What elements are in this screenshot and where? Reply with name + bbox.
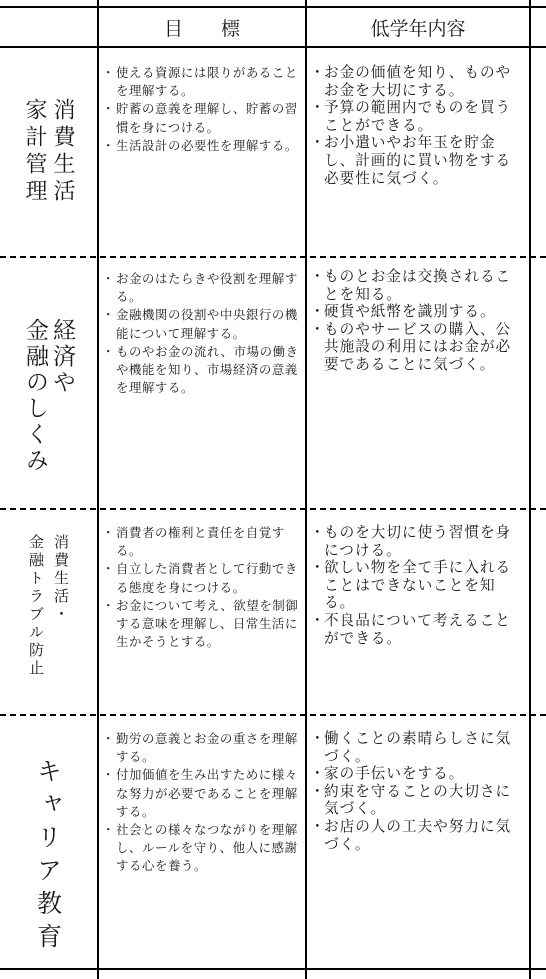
row-category <box>0 48 96 256</box>
header-category <box>0 8 97 46</box>
category-line: 消費生活・ <box>52 534 70 624</box>
list-item: ・ 付加価値を生み出すために様々な努力が必要であることを理解する。 <box>105 766 299 821</box>
lower-grade-cell <box>311 64 527 187</box>
list-item: ・ 生活設計の必要性を理解する。 <box>105 137 299 155</box>
row-category <box>0 716 96 968</box>
list-item: ・ お小遣いやお年玉を貯金し、計画的に買い物をする必要性に気づく。 <box>313 134 523 187</box>
list-item: ・ 不良品について考えることができる。 <box>313 612 523 647</box>
list-item: ・ 欲しい物を全て手に入れることはできないことを知る。 <box>313 559 523 612</box>
goals-cell <box>103 270 303 397</box>
list-item: ・ 硬貨や紙幣を識別する。 <box>313 303 523 321</box>
list-item: ・ 予算の範囲内でものを買うことができる。 <box>313 99 523 134</box>
category-line: 金融トラブル防止 <box>27 534 45 678</box>
category-line: 消費生活 <box>50 98 75 206</box>
header-lower-grade: 低学年内容 <box>370 17 466 40</box>
list-item: ・ お金のはたらきや役割を理解する。 <box>105 270 299 306</box>
goals-cell <box>103 64 303 155</box>
list-item: ・ ものやサービスの購入、公共施設の利用にはお金が必要であることに気づく。 <box>313 321 523 374</box>
category-line: 金融のしくみ <box>22 318 48 474</box>
list-item: ・ お金について考え、欲望を制御する意味を理解し、日常生活に生かそうとする。 <box>105 597 299 652</box>
list-item: ・ ものを大切に使う習慣を身につける。 <box>313 524 523 559</box>
category-line: 経済や <box>49 318 75 396</box>
column-divider <box>305 0 307 979</box>
lower-grade-cell <box>311 524 527 647</box>
list-item: ・ 使える資源には限りがあることを理解する。 <box>105 64 299 100</box>
lower-grade-cell <box>311 730 527 853</box>
list-item: ・ お金の価値を知り、ものやお金を大切にする。 <box>313 64 523 99</box>
list-item: ・ お店の人の工夫や努力に気づく。 <box>313 818 523 853</box>
category-line: 家計管理 <box>22 98 47 206</box>
column-divider <box>529 0 531 979</box>
list-item: ・ 約束を守ることの大切さに気づく。 <box>313 783 523 818</box>
goals-cell <box>103 524 303 651</box>
column-divider <box>97 0 99 979</box>
table-bottom-border <box>0 968 546 970</box>
list-item: ・ 貯蓄の意義を理解し、貯蓄の習慣を身につける。 <box>105 100 299 136</box>
list-item: ・ 家の手伝いをする。 <box>313 765 523 783</box>
row-category <box>0 258 96 508</box>
list-item: ・ 消費者の権利と責任を自覚する。 <box>105 524 299 560</box>
row-category <box>0 510 96 714</box>
list-item: ・ 社会との様々なつながりを理解し、ルールを守り、他人に感謝する心を養う。 <box>105 821 299 876</box>
list-item: ・ ものとお金は交換されることを知る。 <box>313 268 523 303</box>
list-item: ・ 働くことの素晴らしさに気づく。 <box>313 730 523 765</box>
lower-grade-cell <box>311 268 527 374</box>
list-item: ・ ものやお金の流れ、市場の働きや機能を知り、市場経済の意義を理解する。 <box>105 343 299 398</box>
goals-cell <box>103 730 303 876</box>
category-line: キャリア教育 <box>33 758 63 956</box>
header-goals: 目 標 <box>163 17 240 40</box>
list-item: ・ 自立した消費者として行動できる態度を身につける。 <box>105 560 299 596</box>
list-item: ・ 勤労の意義とお金の重さを理解する。 <box>105 730 299 766</box>
list-item: ・ 金融機関の役割や中央銀行の機能について理解する。 <box>105 306 299 342</box>
